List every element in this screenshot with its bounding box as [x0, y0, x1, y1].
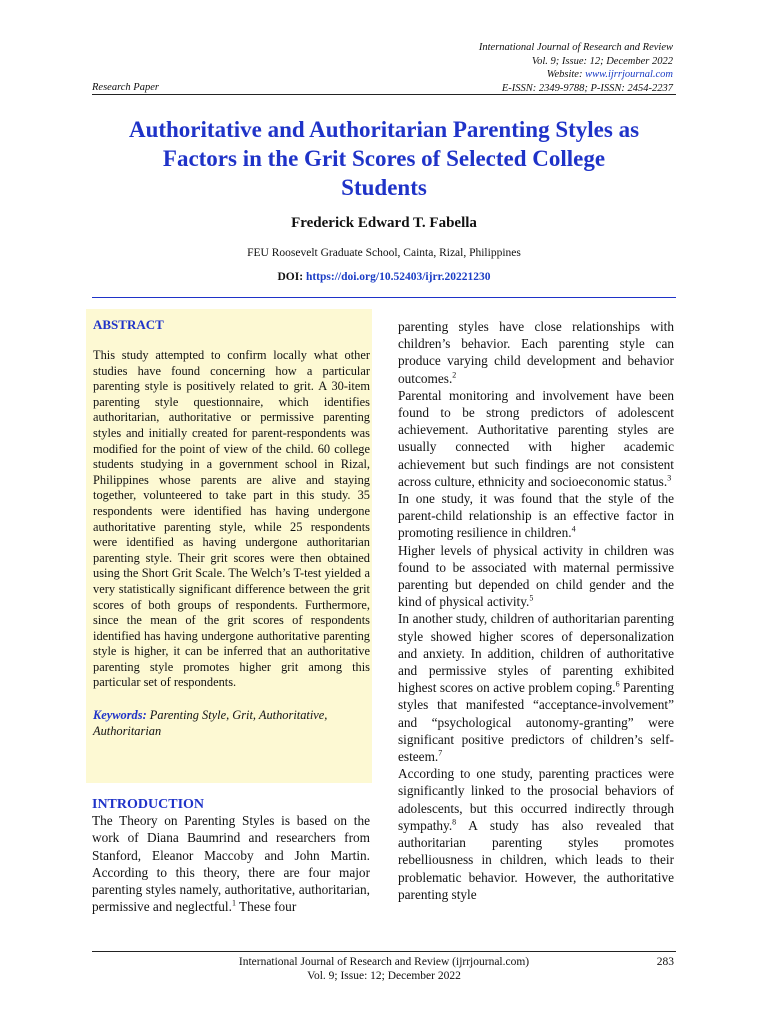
title-line-1: Authoritative and Authoritarian Parenting Styles as [128, 117, 640, 142]
intro-tail: These four [235, 899, 297, 915]
article-type: Research Paper [92, 82, 159, 93]
paragraph-text: According to one study, parenting practices were significantly linked to the prosocial behaviors of adolescents, but this occurred indirectly through sympathy. [398, 766, 674, 833]
citation-ref: 5 [529, 593, 534, 603]
journal-header-info [273, 41, 673, 95]
paragraph-text: A study has also revealed that authoritarian parenting styles promotes rebelliousness in children, which leads to their problematic behavior. However, the authoritative parenting style [398, 817, 674, 902]
paragraph-text: In another study, children of authoritarian parenting style showed higher scores of depersonalization and anxiety. In addition, children of authoritative and permissive styles of parenting exhibited highest scores on active problem coping. [398, 611, 674, 696]
keywords [93, 708, 370, 739]
citation-ref: 6 [615, 679, 620, 689]
paragraph-text: In one study, it was found that the style of the parent-child relationship is an effective factor in promoting resilience in children. [398, 491, 674, 541]
introduction-text [92, 812, 370, 916]
paragraph-text: Higher levels of physical activity in children was found to be associated with maternal permissive parenting but depended on child gender and the kind of physical activity. [398, 542, 674, 610]
website-link[interactable]: www.ijrrjournal.com [585, 69, 673, 80]
author-affiliation: FEU Roosevelt Graduate School, Cainta, Rizal, Philippines [247, 247, 521, 259]
doi-link[interactable]: https://doi.org/10.52403/ijrr.20221230 [305, 271, 491, 283]
paragraph [398, 318, 674, 387]
footer-journal [180, 955, 588, 983]
author-name: Frederick Edward T. Fabella [291, 215, 477, 231]
title-line-2: Factors in the Grit Scores of Selected College [162, 146, 606, 171]
keywords-list: Parenting Style, Grit, Authoritative, Authoritarian [93, 708, 328, 738]
journal-name: International Journal of Research and Review [478, 42, 673, 53]
abstract-box [86, 309, 372, 783]
header-divider [92, 94, 676, 95]
citation-ref: 8 [452, 817, 457, 827]
doi-line [92, 270, 676, 284]
title-line-3: Students [341, 175, 427, 200]
paragraph [398, 610, 674, 765]
footer-line-1: International Journal of Research and Review (ijrrjournal.com) [238, 956, 530, 968]
doi-label: DOI: [277, 271, 306, 283]
introduction-heading: INTRODUCTION [92, 797, 205, 812]
paper-title [92, 115, 676, 202]
footer-line-2: Vol. 9; Issue: 12; December 2022 [307, 970, 461, 982]
title-divider [92, 297, 676, 298]
paragraph-text: Parental monitoring and involvement have been found to be strong predictors of adolescent achievement. Authoritative parenting styles are usually connected with higher academic achievement but such findings are not consistent across culture, ethnicity and socioeconomic status. [398, 387, 674, 489]
keywords-label: Keywords: [93, 708, 147, 723]
abstract-text: This study attempted to confirm locally what other studies have found concerning how a particular parenting style is positively related to grit. A 30-item parenting style questionnaire, which identifies authoritarian, authoritative or permissive parenting styles and initially created for parent-respondents was modified for the point of view of the child. 60 college students studying in a government school in Rizal, Philippines whose parents are alive and staying together, volunteered to take part in this study. 35 respondents were identified has having undergone authoritative parenting style, while 25 respondents were identified as having undergone authoritarian parenting style. Their grit scores were then obtained using the Short Grit Scale. The Welch’s T-test yielded a very statistically significant difference between the grit scores of both groups of respondents. Furthermore, since the mean of the grit scores of respondents identified has having undergone authoritative parenting style is higher, it can be inferred that an authoritative parenting style promotes higher grit among this particular set of respondents. [93, 348, 370, 690]
right-column [398, 318, 674, 903]
paragraph-text: parenting styles have close relationships with children’s behavior. Each parenting style can produce varying child development and behavior outcomes. [398, 319, 674, 386]
journal-website [273, 68, 673, 82]
citation-ref: 7 [438, 748, 443, 758]
citation-ref: 3 [667, 473, 672, 483]
page-number: 283 [656, 956, 674, 968]
citation-ref: 4 [571, 525, 576, 535]
journal-issn: E-ISSN: 2349-9788; P-ISSN: 2454-2237 [501, 82, 673, 94]
intro-body: The Theory on Parenting Styles is based on the work of Diana Baumrind and researchers from Stanford, Eleanor Maccoby and John Martin. According to this theory, there are four major parenting styles namely, authoritative, authoritarian, permissive and neglectful. [92, 813, 370, 915]
citation-ref: 2 [452, 370, 457, 380]
website-label: Website: [546, 69, 586, 80]
paragraph [398, 542, 674, 611]
journal-issue: Vol. 9; Issue: 12; December 2022 [531, 55, 673, 67]
paragraph [398, 387, 674, 490]
paragraph-text: Parenting styles that manifested “acceptance-involvement” and “psychological autonomy-granting” were significant positive predictors of children’s self-esteem. [398, 680, 674, 765]
paragraph [398, 765, 674, 903]
footer-divider [92, 951, 676, 952]
abstract-heading: ABSTRACT [93, 317, 164, 332]
paragraph [398, 490, 674, 542]
citation-ref: 1 [231, 899, 236, 909]
